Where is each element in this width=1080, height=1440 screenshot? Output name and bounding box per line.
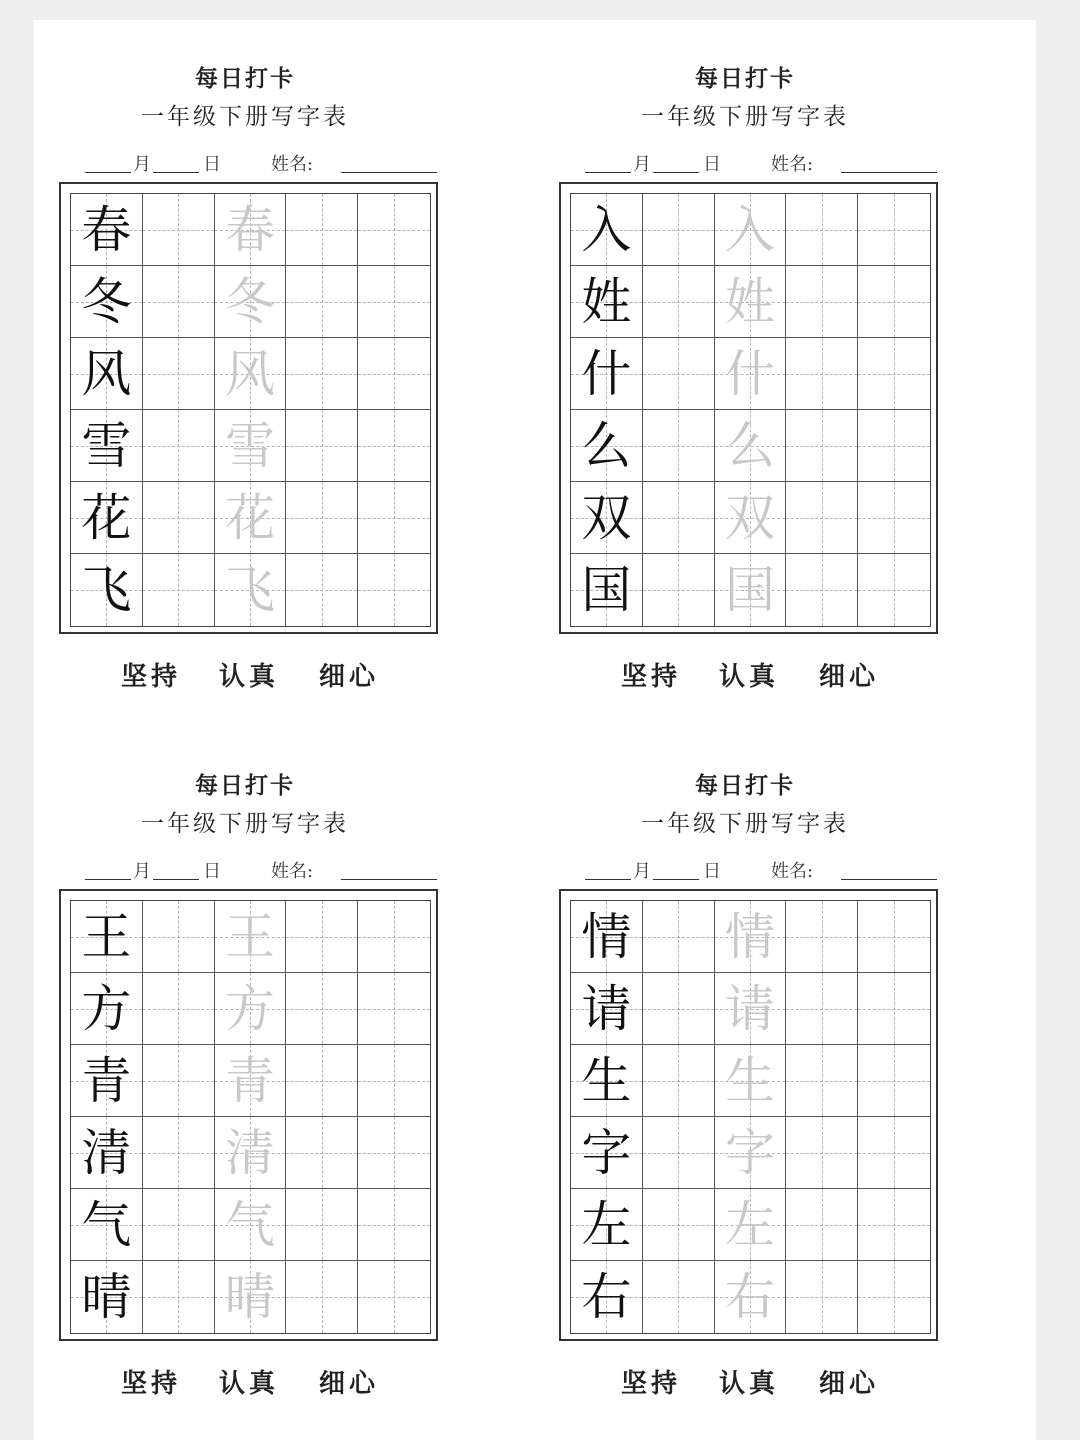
grid-cell[interactable] (643, 1117, 715, 1189)
grid-cell[interactable] (215, 482, 287, 554)
grid-cell[interactable] (358, 410, 430, 482)
trace-character: 右 (724, 1268, 775, 1326)
grid-cell[interactable] (715, 901, 787, 973)
grid-cell[interactable] (215, 1045, 287, 1117)
grid-cell[interactable] (143, 1189, 215, 1261)
grid-cell[interactable] (643, 194, 715, 266)
trace-character: 春 (224, 200, 275, 259)
model-character: 姓 (581, 272, 632, 331)
motto-word: 细心 (319, 662, 380, 692)
grid-cell[interactable] (143, 901, 215, 973)
grid-cell[interactable] (358, 338, 430, 410)
day-blank[interactable] (653, 879, 699, 880)
grid-cell[interactable] (358, 482, 430, 554)
model-character: 字 (581, 1123, 632, 1182)
motto-row (59, 1363, 438, 1399)
model-character: 么 (581, 416, 632, 475)
grid-cell[interactable] (571, 338, 643, 410)
grid-cell[interactable] (71, 266, 143, 338)
grid-cell[interactable] (143, 266, 215, 338)
grid-cell[interactable] (143, 554, 215, 626)
trace-character: 双 (724, 488, 775, 547)
name-blank[interactable] (341, 172, 437, 173)
grid-cell[interactable] (358, 1189, 430, 1261)
grid-cell[interactable] (286, 338, 358, 410)
month-blank[interactable] (585, 172, 631, 173)
grid-cell[interactable] (71, 973, 143, 1045)
model-character: 风 (81, 344, 132, 403)
grid-cell[interactable] (571, 1261, 643, 1333)
model-character: 飞 (81, 561, 132, 619)
grid-cell[interactable] (215, 1189, 287, 1261)
grid-cell[interactable] (643, 1261, 715, 1333)
grid-cell[interactable] (858, 973, 930, 1045)
name-label: 姓名: (771, 861, 814, 882)
model-character: 青 (81, 1051, 132, 1110)
motto-row (559, 1363, 938, 1399)
practice-grid-frame (59, 889, 438, 1341)
model-character: 冬 (81, 272, 132, 331)
sheet-title: 每日打卡 (195, 65, 295, 92)
grid-cell[interactable] (643, 482, 715, 554)
grid-cell[interactable] (571, 194, 643, 266)
trace-character: 左 (724, 1195, 775, 1254)
motto-word: 认真 (719, 662, 780, 692)
grid-cell[interactable] (571, 410, 643, 482)
grid-cell[interactable] (71, 338, 143, 410)
grid-cell[interactable] (71, 410, 143, 482)
grid-cell[interactable] (571, 1189, 643, 1261)
trace-character: 风 (224, 344, 275, 403)
sheet-subtitle: 一年级下册写字表 (641, 104, 849, 130)
trace-character: 雪 (224, 416, 275, 475)
model-character: 雪 (81, 416, 132, 475)
motto-word: 坚持 (621, 662, 682, 692)
grid-cell[interactable] (71, 482, 143, 554)
sheet-subtitle: 一年级下册写字表 (641, 811, 849, 837)
grid-cell[interactable] (286, 973, 358, 1045)
grid-cell[interactable] (358, 973, 430, 1045)
trace-character: 清 (224, 1123, 275, 1182)
day-label: 日 (203, 861, 221, 882)
grid-cell[interactable] (715, 482, 787, 554)
sheet-title: 每日打卡 (695, 772, 795, 799)
grid-cell[interactable] (286, 901, 358, 973)
grid-cell[interactable] (786, 1045, 858, 1117)
date-name-line (85, 150, 445, 174)
grid-cell[interactable] (71, 1261, 143, 1333)
sheet-subtitle: 一年级下册写字表 (141, 811, 349, 837)
motto-word: 认真 (719, 1369, 780, 1399)
tianzige-grid (70, 900, 431, 1334)
grid-cell[interactable] (143, 410, 215, 482)
trace-character: 么 (724, 416, 775, 475)
motto-word: 细心 (819, 1369, 880, 1399)
grid-cell[interactable] (143, 1261, 215, 1333)
grid-cell[interactable] (571, 1045, 643, 1117)
grid-cell[interactable] (858, 194, 930, 266)
day-label: 日 (703, 861, 721, 882)
grid-cell[interactable] (571, 554, 643, 626)
motto-row (59, 656, 438, 692)
model-character: 春 (81, 200, 132, 259)
grid-cell[interactable] (71, 1117, 143, 1189)
grid-cell[interactable] (786, 266, 858, 338)
motto-word: 认真 (219, 1369, 280, 1399)
model-character: 情 (581, 907, 632, 966)
model-character: 晴 (81, 1268, 132, 1326)
model-character: 王 (81, 907, 132, 966)
grid-cell[interactable] (286, 1261, 358, 1333)
date-name-line (85, 857, 445, 881)
trace-character: 字 (724, 1123, 775, 1182)
trace-character: 气 (224, 1195, 275, 1254)
grid-cell[interactable] (571, 482, 643, 554)
grid-cell[interactable] (143, 482, 215, 554)
grid-cell[interactable] (786, 554, 858, 626)
practice-grid-frame (559, 889, 938, 1341)
grid-cell[interactable] (786, 901, 858, 973)
grid-cell[interactable] (286, 266, 358, 338)
trace-character: 晴 (224, 1268, 275, 1326)
grid-cell[interactable] (643, 338, 715, 410)
tianzige-grid (70, 193, 431, 627)
date-name-line (585, 150, 945, 174)
motto-word: 坚持 (121, 662, 182, 692)
grid-cell[interactable] (358, 266, 430, 338)
grid-cell[interactable] (858, 1189, 930, 1261)
grid-cell[interactable] (358, 1045, 430, 1117)
month-blank[interactable] (85, 172, 131, 173)
worksheet-page (34, 20, 1036, 1440)
grid-cell[interactable] (858, 338, 930, 410)
trace-character: 什 (724, 344, 775, 403)
trace-character: 请 (724, 979, 775, 1038)
grid-cell[interactable] (215, 901, 287, 973)
grid-cell[interactable] (286, 482, 358, 554)
trace-character: 王 (224, 907, 275, 966)
grid-cell[interactable] (858, 1045, 930, 1117)
motto-row (559, 656, 938, 692)
grid-cell[interactable] (858, 554, 930, 626)
grid-cell[interactable] (286, 1117, 358, 1189)
grid-cell[interactable] (358, 194, 430, 266)
grid-cell[interactable] (858, 410, 930, 482)
grid-cell[interactable] (858, 482, 930, 554)
month-blank[interactable] (585, 879, 631, 880)
grid-cell[interactable] (715, 194, 787, 266)
grid-cell[interactable] (286, 194, 358, 266)
name-label: 姓名: (271, 861, 314, 882)
grid-cell[interactable] (715, 1261, 787, 1333)
grid-cell[interactable] (715, 1189, 787, 1261)
practice-grid-frame (559, 182, 938, 634)
grid-cell[interactable] (143, 338, 215, 410)
grid-cell[interactable] (71, 194, 143, 266)
model-character: 双 (581, 488, 632, 547)
grid-cell[interactable] (643, 554, 715, 626)
sheet-title: 每日打卡 (195, 772, 295, 799)
grid-cell[interactable] (858, 1261, 930, 1333)
month-label: 月 (133, 154, 151, 175)
grid-cell[interactable] (358, 1261, 430, 1333)
grid-cell[interactable] (286, 1189, 358, 1261)
day-label: 日 (203, 154, 221, 175)
motto-word: 认真 (219, 662, 280, 692)
grid-cell[interactable] (715, 1045, 787, 1117)
trace-character: 入 (724, 200, 775, 259)
model-character: 清 (81, 1123, 132, 1182)
month-label: 月 (133, 861, 151, 882)
month-blank[interactable] (85, 879, 131, 880)
grid-cell[interactable] (858, 266, 930, 338)
model-character: 花 (81, 488, 132, 547)
grid-cell[interactable] (71, 901, 143, 973)
model-character: 生 (581, 1051, 632, 1110)
day-label: 日 (703, 154, 721, 175)
grid-cell[interactable] (571, 901, 643, 973)
grid-cell[interactable] (215, 194, 287, 266)
grid-cell[interactable] (715, 554, 787, 626)
name-blank[interactable] (841, 172, 937, 173)
grid-cell[interactable] (786, 1261, 858, 1333)
model-character: 什 (581, 344, 632, 403)
grid-cell[interactable] (643, 266, 715, 338)
practice-sheet (59, 727, 479, 1399)
grid-cell[interactable] (71, 554, 143, 626)
grid-cell[interactable] (786, 1117, 858, 1189)
sheet-title: 每日打卡 (695, 65, 795, 92)
day-blank[interactable] (153, 172, 199, 173)
grid-cell[interactable] (786, 973, 858, 1045)
motto-word: 细心 (319, 1369, 380, 1399)
grid-cell[interactable] (858, 901, 930, 973)
practice-sheet (559, 20, 979, 692)
month-label: 月 (633, 154, 651, 175)
grid-cell[interactable] (286, 410, 358, 482)
grid-cell[interactable] (643, 1189, 715, 1261)
grid-cell[interactable] (643, 410, 715, 482)
month-label: 月 (633, 861, 651, 882)
model-character: 请 (581, 979, 632, 1038)
grid-cell[interactable] (358, 1117, 430, 1189)
grid-cell[interactable] (858, 1117, 930, 1189)
grid-cell[interactable] (143, 194, 215, 266)
grid-cell[interactable] (571, 266, 643, 338)
sheet-subtitle: 一年级下册写字表 (141, 104, 349, 130)
grid-cell[interactable] (215, 1117, 287, 1189)
name-label: 姓名: (771, 154, 814, 175)
practice-grid-frame (59, 182, 438, 634)
grid-cell[interactable] (358, 901, 430, 973)
trace-character: 生 (724, 1051, 775, 1110)
tianzige-grid (570, 193, 931, 627)
grid-cell[interactable] (215, 410, 287, 482)
trace-character: 飞 (224, 561, 275, 619)
grid-cell[interactable] (215, 554, 287, 626)
model-character: 入 (581, 200, 632, 259)
grid-cell[interactable] (571, 1117, 643, 1189)
name-blank[interactable] (341, 879, 437, 880)
grid-cell[interactable] (286, 554, 358, 626)
grid-cell[interactable] (358, 554, 430, 626)
tianzige-grid (570, 900, 931, 1334)
grid-cell[interactable] (215, 1261, 287, 1333)
grid-cell[interactable] (643, 973, 715, 1045)
grid-cell[interactable] (643, 901, 715, 973)
day-blank[interactable] (653, 172, 699, 173)
grid-cell[interactable] (71, 1045, 143, 1117)
practice-sheet (59, 20, 479, 692)
motto-word: 坚持 (621, 1369, 682, 1399)
grid-cell[interactable] (143, 1045, 215, 1117)
grid-cell[interactable] (571, 973, 643, 1045)
date-name-line (585, 857, 945, 881)
model-character: 右 (581, 1268, 632, 1326)
grid-cell[interactable] (71, 1189, 143, 1261)
grid-cell[interactable] (786, 338, 858, 410)
name-label: 姓名: (271, 154, 314, 175)
trace-character: 情 (724, 907, 775, 966)
model-character: 国 (581, 561, 632, 619)
grid-cell[interactable] (143, 1117, 215, 1189)
trace-character: 国 (724, 561, 775, 619)
grid-cell[interactable] (715, 1117, 787, 1189)
grid-cell[interactable] (143, 973, 215, 1045)
trace-character: 冬 (224, 272, 275, 331)
grid-cell[interactable] (286, 1045, 358, 1117)
grid-cell[interactable] (215, 266, 287, 338)
grid-cell[interactable] (786, 410, 858, 482)
practice-sheet (559, 727, 979, 1399)
grid-cell[interactable] (643, 1045, 715, 1117)
trace-character: 青 (224, 1051, 275, 1110)
model-character: 方 (81, 979, 132, 1038)
model-character: 气 (81, 1195, 132, 1254)
motto-word: 坚持 (121, 1369, 182, 1399)
grid-cell[interactable] (215, 973, 287, 1045)
grid-cell[interactable] (786, 482, 858, 554)
grid-cell[interactable] (786, 194, 858, 266)
grid-cell[interactable] (715, 973, 787, 1045)
day-blank[interactable] (153, 879, 199, 880)
grid-cell[interactable] (715, 266, 787, 338)
trace-character: 方 (224, 979, 275, 1038)
grid-cell[interactable] (715, 338, 787, 410)
model-character: 左 (581, 1195, 632, 1254)
motto-word: 细心 (819, 662, 880, 692)
grid-cell[interactable] (215, 338, 287, 410)
trace-character: 姓 (724, 272, 775, 331)
grid-cell[interactable] (715, 410, 787, 482)
grid-cell[interactable] (786, 1189, 858, 1261)
name-blank[interactable] (841, 879, 937, 880)
trace-character: 花 (224, 488, 275, 547)
